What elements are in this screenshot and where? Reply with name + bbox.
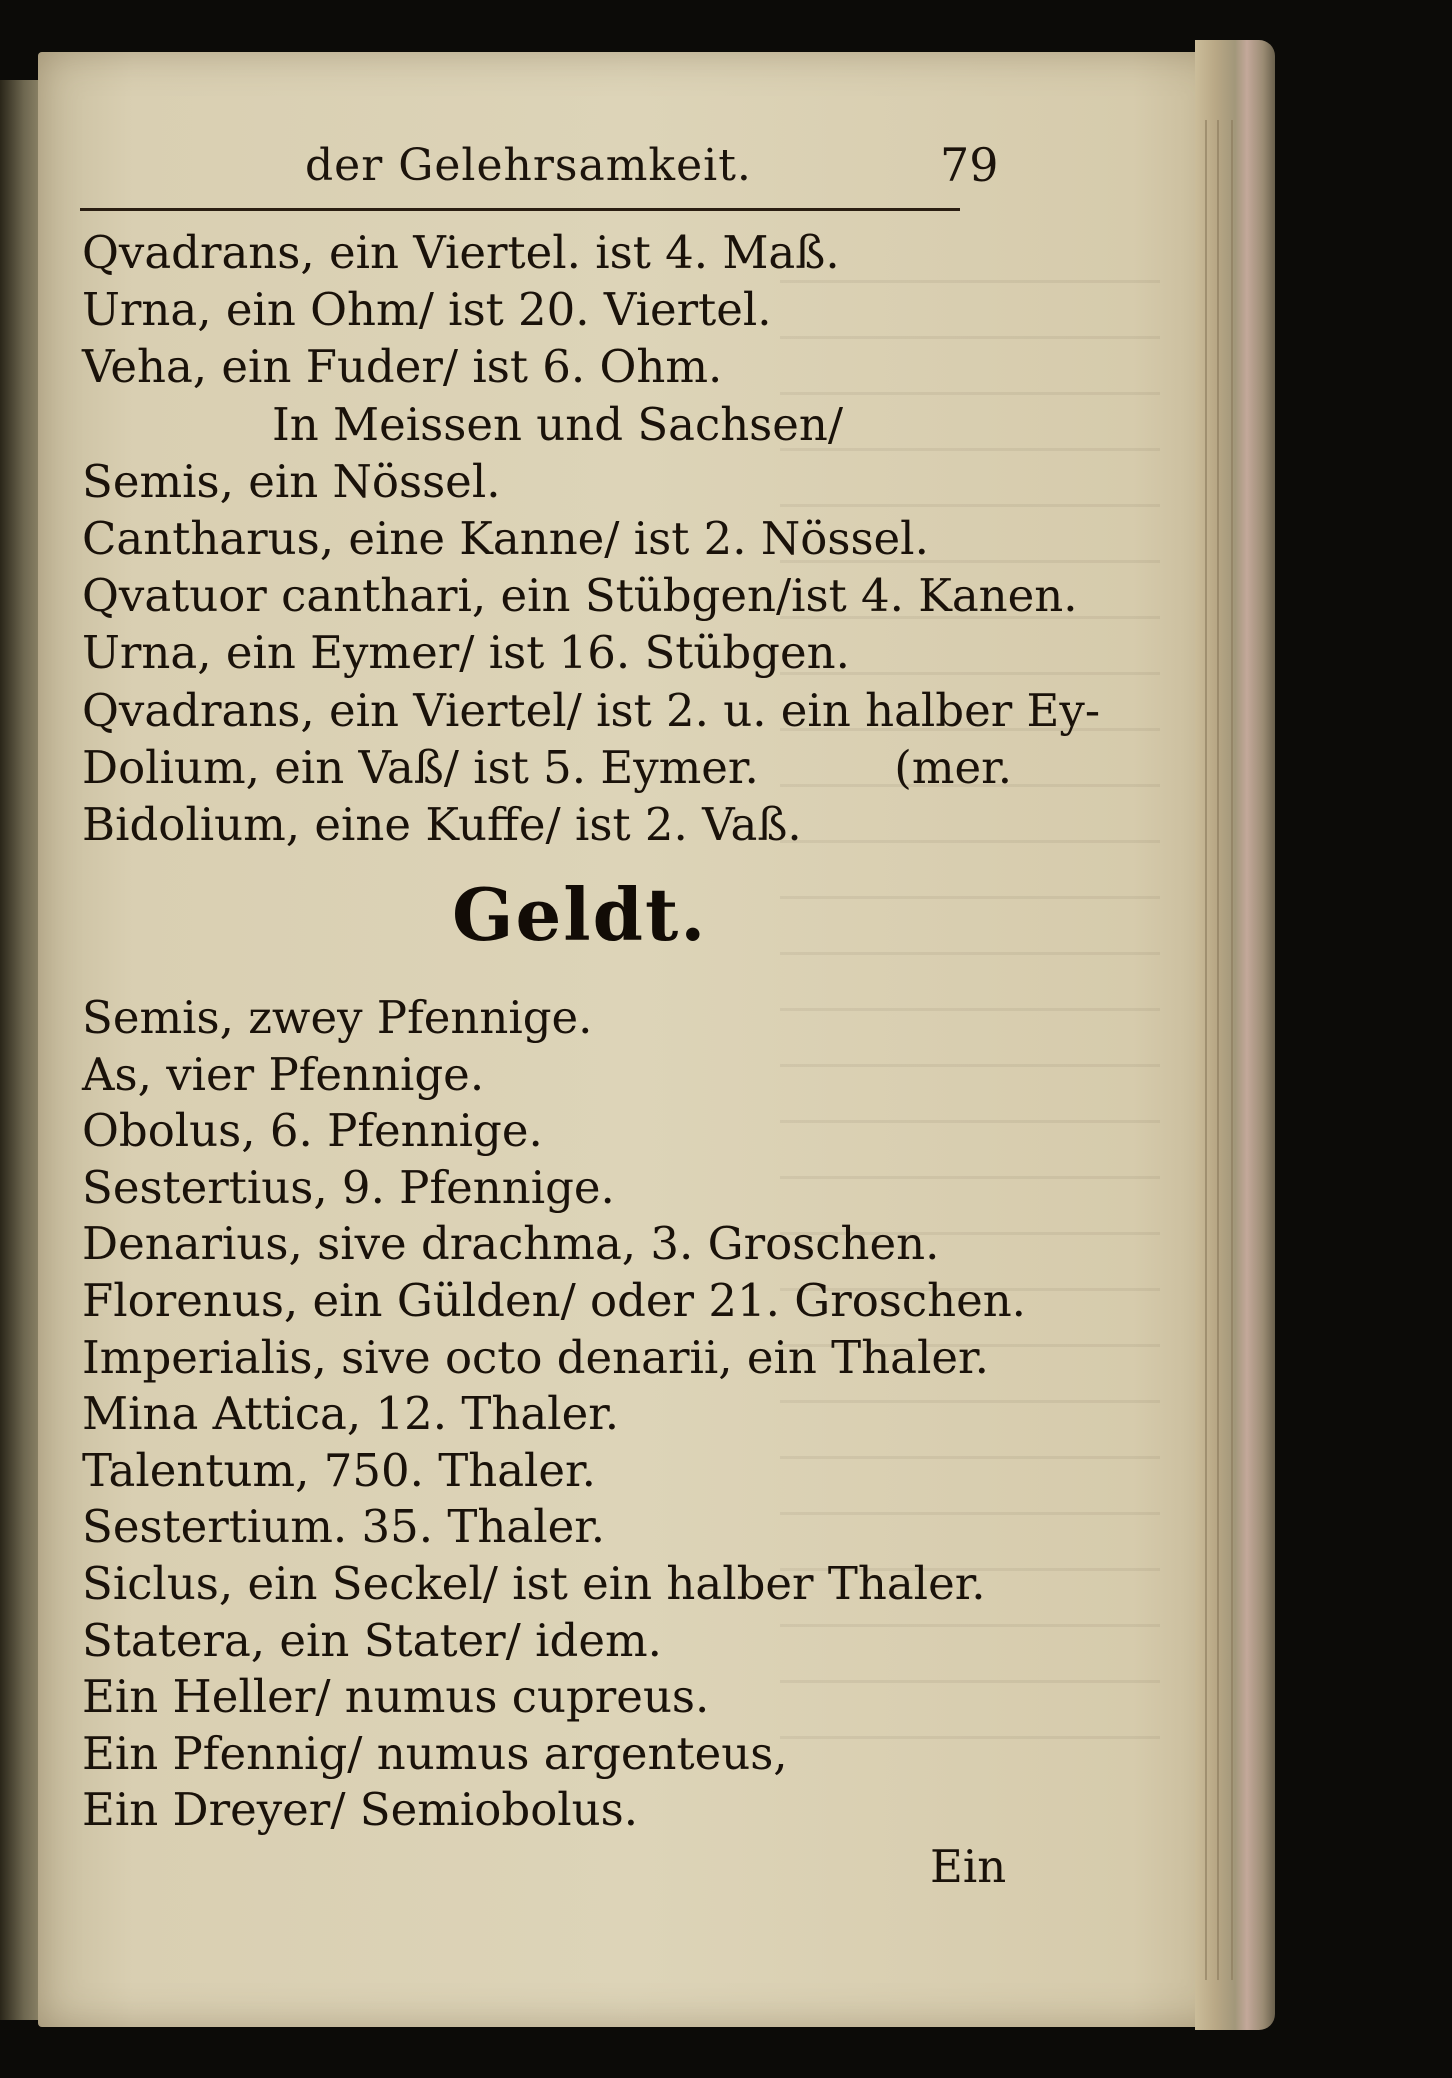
list-item [82, 1047, 1022, 1104]
entry-text: Semis, zwey Pfennige. [82, 991, 593, 1044]
money-list [82, 990, 1026, 1839]
hyphen-continuation: (mer. [894, 740, 1012, 794]
list-item [82, 1103, 1022, 1160]
entry-text: Florenus, ein Gülden/ oder 21. Groschen. [82, 1273, 1026, 1327]
list-item [82, 624, 1022, 681]
list-item [82, 1613, 1022, 1670]
entry-text: Dolium, ein Vaß/ ist 5. Eymer. [82, 740, 759, 794]
entry-text: Sestertium. 35. Thaler. [82, 1500, 606, 1554]
list-item [82, 338, 1022, 395]
list-item [82, 1273, 1026, 1330]
entry-text: Imperialis, sive octo denarii, ein Thaler. [82, 1330, 989, 1384]
list-item [82, 1556, 1022, 1613]
entry-text: As, vier Pfennige. [82, 1047, 485, 1101]
entry-text: Cantharus, eine Kanne/ ist 2. Nössel. [82, 511, 929, 565]
entry-text: Talentum, 750. Thaler. [82, 1443, 596, 1497]
list-item [82, 990, 1022, 1047]
list-item [82, 796, 1022, 853]
list-item [82, 1726, 1022, 1783]
list-item [82, 1443, 1022, 1500]
entry-text: Statera, ein Stater/ idem. [82, 1613, 662, 1667]
entry-text: Semis, ein Nössel. [82, 454, 501, 508]
left-page-edge [0, 80, 40, 2020]
entry-text: In Meissen und Sachsen/ [272, 397, 844, 451]
entry-text: Denarius, sive drachma, 3. Groschen. [82, 1217, 940, 1271]
entry-text: Qvadrans, ein Viertel/ ist 2. u. ein halber Ey- [82, 683, 1101, 737]
catchword: Ein [930, 1840, 1007, 1893]
list-item [82, 1386, 1022, 1443]
list-item [82, 510, 1022, 567]
list-item [82, 224, 1022, 281]
entry-text: Obolus, 6. Pfennige. [82, 1104, 543, 1158]
list-item [82, 682, 1101, 739]
page-stack-edge [1195, 40, 1275, 2030]
list-item [82, 1782, 1022, 1839]
running-title: der Gelehrsamkeit. [305, 140, 752, 191]
entry-text: Ein Dreyer/ Semiobolus. [82, 1783, 639, 1837]
entry-text: Qvatuor canthari, ein Stübgen/ist 4. Kanen. [82, 569, 1078, 623]
list-item [82, 567, 1078, 624]
list-item [82, 281, 1022, 338]
page-edge-line [1217, 120, 1219, 1980]
entry-text: Mina Attica, 12. Thaler. [82, 1387, 620, 1441]
list-item [82, 1669, 1022, 1726]
entry-text: Veha, ein Fuder/ ist 6. Ohm. [82, 340, 723, 394]
entry-text: Bidolium, eine Kuffe/ ist 2. Vaß. [82, 797, 802, 851]
entry-text: Ein Pfennig/ numus argenteus, [82, 1726, 788, 1780]
entry-text: Siclus, ein Seckel/ ist ein halber Thaler. [82, 1556, 986, 1610]
page-edge-line [1231, 120, 1233, 1980]
list-item [82, 1330, 1022, 1387]
entry-text: Urna, ein Ohm/ ist 20. Viertel. [82, 283, 772, 337]
entry-text: Sestertius, 9. Pfennige. [82, 1160, 615, 1214]
section-heading: Geldt. [452, 872, 708, 957]
entry-text: Urna, ein Eymer/ ist 16. Stübgen. [82, 626, 850, 680]
page-number: 79 [940, 138, 999, 192]
list-item [82, 739, 1022, 796]
list-item [82, 453, 1022, 510]
subheading-line [82, 396, 1022, 453]
page-header [0, 140, 1452, 200]
entry-text: Ein Heller/ numus cupreus. [82, 1670, 710, 1724]
measures-list [82, 224, 1101, 853]
list-item [82, 1216, 1022, 1273]
entry-text: Qvadrans, ein Viertel. ist 4. Maß. [82, 226, 840, 279]
header-rule [80, 208, 960, 211]
list-item [82, 1499, 1022, 1556]
page-edge-line [1205, 120, 1207, 1980]
list-item [82, 1160, 1022, 1217]
